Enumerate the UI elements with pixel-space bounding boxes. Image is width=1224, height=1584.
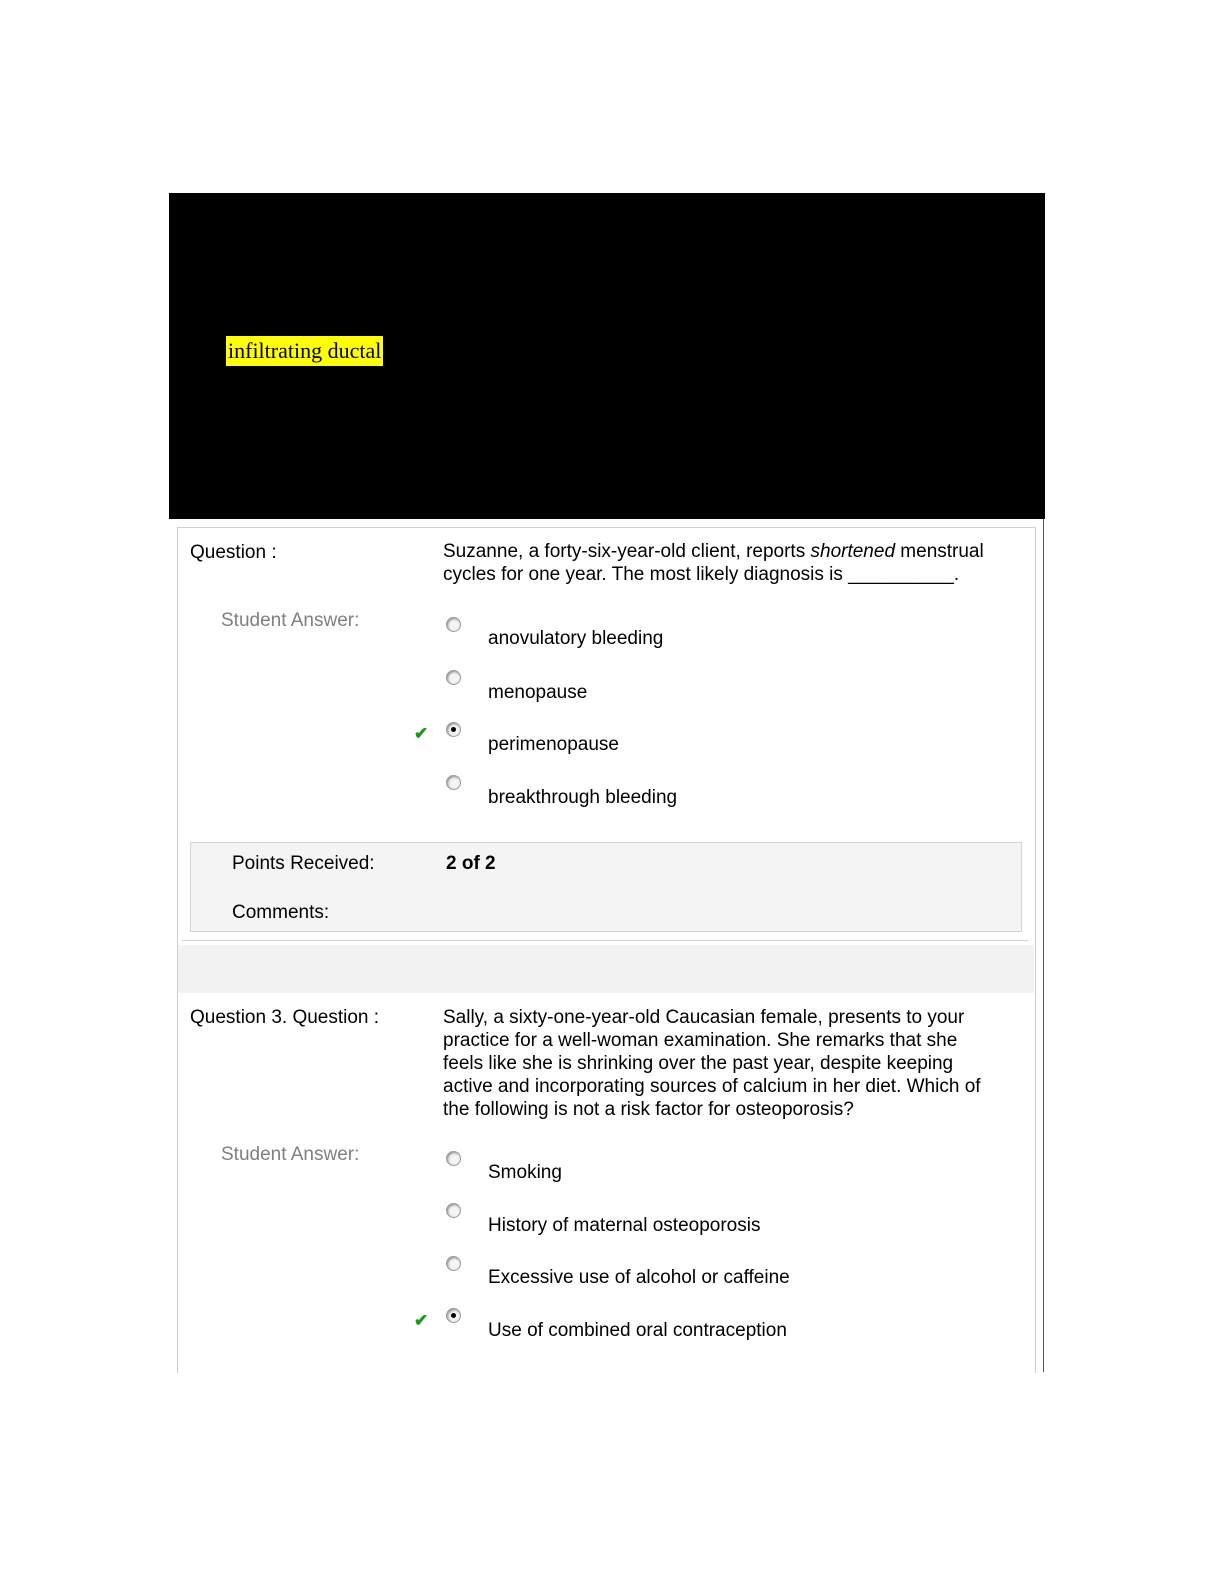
question-text-part: menstrual: [895, 541, 984, 562]
radio-button-icon[interactable]: [446, 1256, 461, 1271]
radio-button-icon[interactable]: [446, 775, 461, 790]
comments-label: Comments:: [232, 902, 330, 923]
question-text-line: feels like she is shrinking over the past year, despite keeping: [443, 1053, 954, 1074]
points-label: Points Received:: [232, 853, 375, 874]
answer-option: Excessive use of alcohol or caffeine: [488, 1267, 790, 1288]
radio-button-icon[interactable]: [446, 1308, 461, 1323]
question-text-part: Suzanne, a forty-six-year-old client, reports: [443, 541, 811, 562]
radio-button-icon[interactable]: [446, 1151, 461, 1166]
answer-option: breakthrough bleeding: [488, 787, 678, 808]
section-separator-band: [178, 945, 1034, 993]
answer-option: History of maternal osteoporosis: [488, 1215, 761, 1236]
answer-option: perimenopause: [488, 734, 619, 755]
highlighted-text: infiltrating ductal: [226, 336, 383, 366]
question-label: Question 3. Question :: [190, 1007, 380, 1028]
radio-button-icon[interactable]: [446, 722, 461, 737]
answer-option: Smoking: [488, 1162, 562, 1183]
answer-option: menopause: [488, 682, 588, 703]
question-text-line: Sally, a sixty-one-year-old Caucasian female, presents to your: [443, 1007, 965, 1028]
question-label: Question :: [190, 542, 277, 563]
page-right-border: [1043, 519, 1044, 1372]
divider: [182, 940, 1028, 941]
radio-button-icon[interactable]: [446, 617, 461, 632]
answer-option: Use of combined oral contraception: [488, 1320, 787, 1341]
question-text-emphasis: shortened: [810, 541, 896, 562]
checkmark-icon: ✔: [414, 724, 429, 743]
radio-button-icon[interactable]: [446, 670, 461, 685]
points-value: 2 of 2: [446, 853, 496, 874]
question-text-line: cycles for one year. The most likely diagnosis is __________.: [443, 564, 960, 585]
radio-button-icon[interactable]: [446, 1203, 461, 1218]
question-text: [443, 1006, 1023, 1121]
question-text: [443, 540, 1023, 586]
question-text-line: the following is not a risk factor for osteoporosis?: [443, 1099, 854, 1120]
question-text-line: practice for a well-woman examination. She remarks that she: [443, 1030, 958, 1051]
student-answer-label: Student Answer:: [221, 610, 360, 631]
checkmark-icon: ✔: [414, 1311, 429, 1330]
answer-option: anovulatory bleeding: [488, 628, 664, 649]
student-answer-label: Student Answer:: [221, 1144, 360, 1165]
question-text-line: active and incorporating sources of calcium in her diet. Which of: [443, 1076, 981, 1097]
